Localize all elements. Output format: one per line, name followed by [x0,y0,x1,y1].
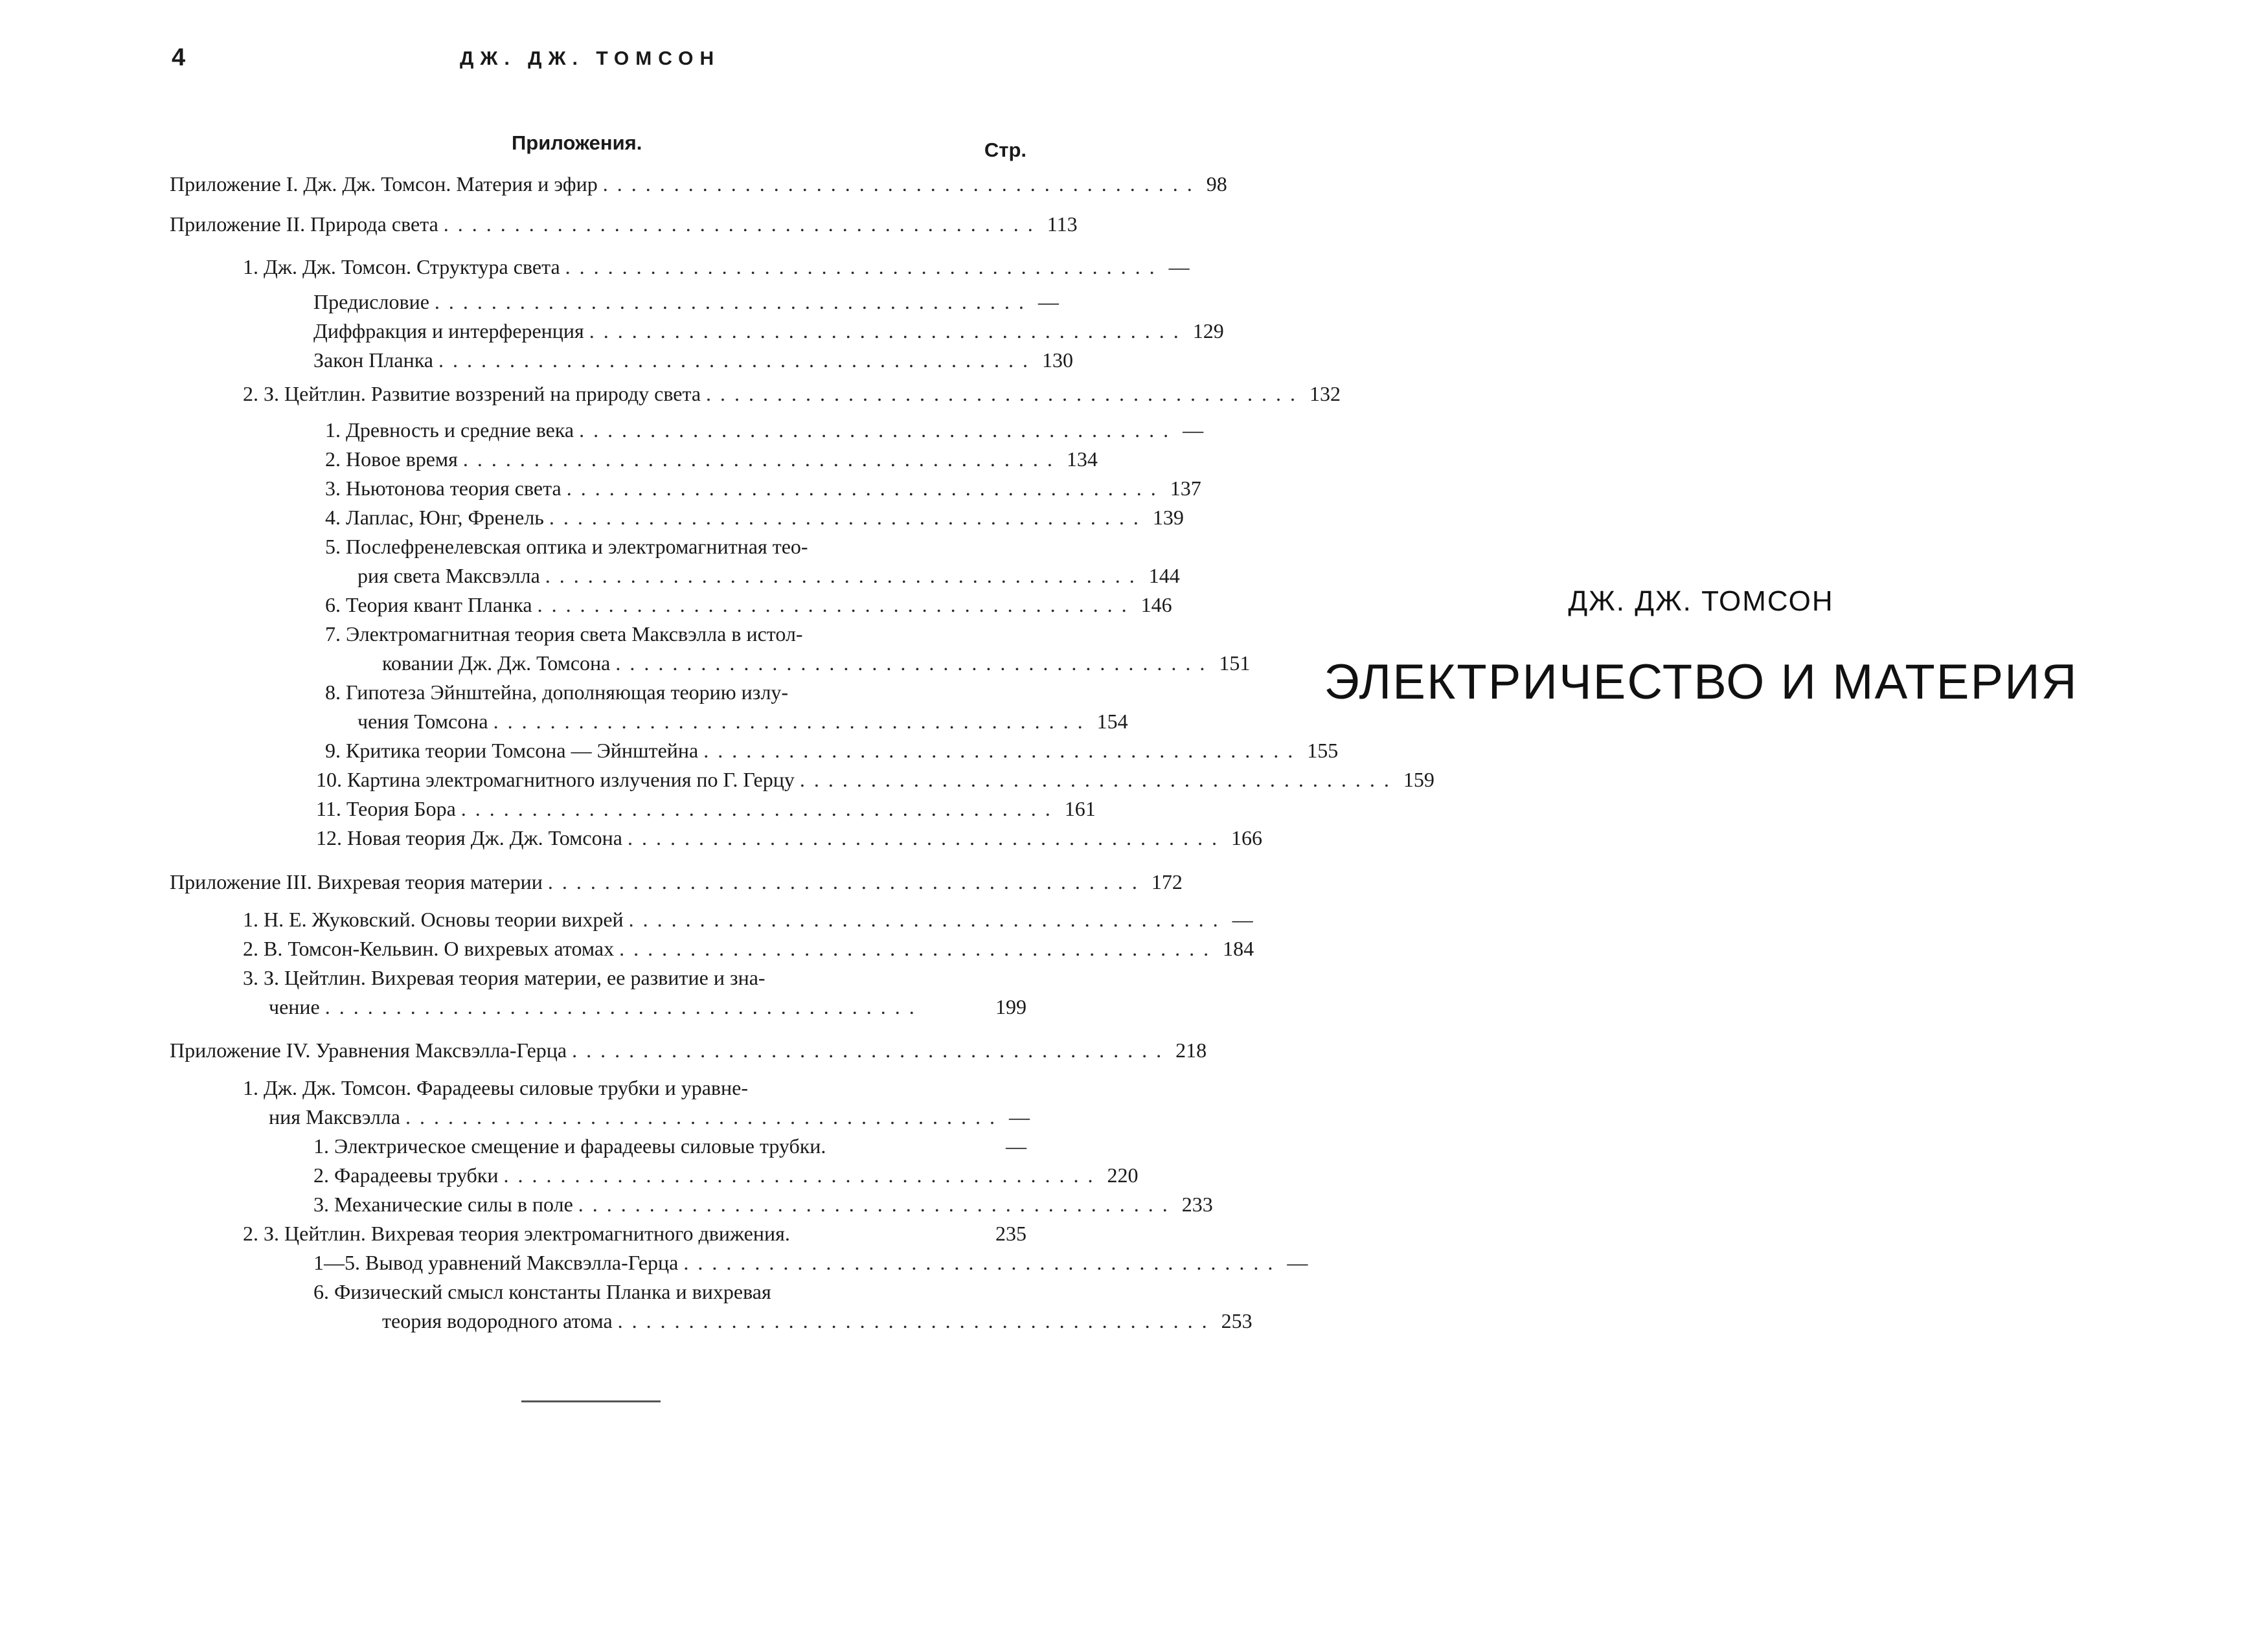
toc-page: — [1232,908,1253,931]
toc-entry [243,253,1190,282]
toc-page: 129 [1192,319,1224,343]
toc-leader: .......................................... [565,255,1164,278]
toc-leader: .......................................... [324,995,924,1018]
toc-entry [316,794,1096,824]
toc-leader: .......................................... [706,382,1305,405]
toc-entry [325,445,1098,474]
toc-page: 134 [1066,447,1098,471]
toc-leader: .......................................... [579,418,1178,442]
toc-entry [382,649,1251,678]
toc-label: 12. Новая теория Дж. Дж. Томсона [316,826,622,849]
toc-leader: .......................................... [703,739,1302,762]
toc-label: 6. Теория квант Планка [325,593,532,616]
toc-page: 155 [1307,739,1339,762]
toc-label: 11. Теория Бора [316,797,456,820]
toc-leader: .......................................... [537,593,1136,616]
book-title: ЭЛЕКТРИЧЕСТВО И МАТЕРИЯ [1324,655,2078,710]
toc-entry [313,1248,1308,1277]
toc-leader: .......................................... [438,348,1037,372]
toc-label: 4. Лаплас, Юнг, Френель [325,506,544,529]
toc-page: — [1183,418,1204,442]
toc-entry [269,993,1026,1022]
toc-label: Приложение I. Дж. Дж. Томсон. Материя и эфир [170,172,598,196]
toc-leader: .......................................... [578,1193,1177,1216]
toc-page: 184 [1223,937,1254,960]
toc-page: 172 [1151,870,1183,893]
toc-entry [243,905,1253,934]
toc-page: — [1038,290,1059,313]
toc-entry-line: 1. Дж. Дж. Томсон. Фарадеевы силовые трубки и уравне- [243,1076,748,1099]
toc-entry [316,765,1435,794]
toc-page: 154 [1096,710,1128,733]
toc-entry [325,416,1204,445]
toc-leader: .......................................... [503,1163,1102,1187]
book-author: ДЖ. ДЖ. ТОМСОН [1568,585,1834,617]
toc-page: 166 [1230,826,1262,849]
toc-label: 3. Механические силы в поле [313,1193,573,1216]
toc-page: 139 [1152,506,1184,529]
toc-leader: .......................................... [549,506,1148,529]
toc-entry [325,736,1339,765]
toc-page: 132 [1310,382,1341,405]
toc-label: 2. Фарадеевы трубки [313,1163,499,1187]
toc-entry-line: 7. Электромагнитная теория света Максвэлла в истол- [325,622,803,646]
toc-leader: .......................................... [493,710,1092,733]
toc-label: 1—5. Вывод уравнений Максвэлла-Герца [313,1251,679,1274]
toc-entry [325,474,1201,503]
toc-label: Приложение III. Вихревая теория материи [170,870,543,893]
section-title: Приложения. [512,131,642,154]
toc-entry [313,346,1073,375]
toc-leader: .......................................... [615,651,1214,675]
toc-label: 2. З. Цейтлин. Вихревая теория электромагнитного движения. [243,1222,790,1245]
toc-page: 146 [1140,593,1172,616]
toc-label: чения Томсона [357,710,488,733]
toc-page: — [1168,255,1190,278]
toc-page: 233 [1181,1193,1213,1216]
toc-label: 2. В. Томсон-Кельвин. О вихревых атомах [243,937,615,960]
toc-appendix-4 [170,1036,1207,1065]
toc-label: 10. Картина электромагнитного излучения по Г. Герцу [316,768,795,791]
running-head: ДЖ. ДЖ. ТОМСОН [460,48,721,69]
toc-entry [325,590,1172,620]
toc-label: 2. З. Цейтлин. Развитие воззрений на природу света [243,382,701,405]
page-number: 4 [172,44,186,71]
toc-page: — [1287,1251,1308,1274]
toc-entry [269,1103,1030,1132]
toc-entry [243,379,1341,409]
toc-entry [313,1132,1026,1161]
toc-page: 253 [1221,1309,1253,1332]
toc-label: 1. Древность и средние века [325,418,574,442]
toc-page: 220 [1107,1163,1139,1187]
toc-label: 1. Дж. Дж. Томсон. Структура света [243,255,560,278]
toc-entry [357,561,1180,590]
toc-page: — [1006,1134,1026,1158]
toc-label: 2. Новое время [325,447,458,471]
toc-entry [316,824,1262,853]
toc-page: 113 [1047,212,1078,236]
toc-label: теория водородного атома [382,1309,613,1332]
toc-label: 1. Электрическое смещение и фарадеевы силовые трубки. [313,1134,826,1158]
toc-entry [357,707,1128,736]
toc-leader: .......................................... [547,870,1146,893]
toc-leader: .......................................... [627,826,1226,849]
toc-appendix-1 [170,170,1227,199]
toc-leader: .......................................... [619,937,1218,960]
toc-appendix-3 [170,868,1183,897]
toc-page: 199 [995,995,1026,1018]
toc-label: Предисловие [313,290,429,313]
page-column-header: Стр. [984,139,1026,161]
toc-page: 130 [1041,348,1073,372]
toc-entry-line: 8. Гипотеза Эйнштейна, дополняющая теорию излу- [325,680,789,704]
toc-entry-line: 3. З. Цейтлин. Вихревая теория материи, ее развитие и зна- [243,966,765,989]
toc-entry [313,1161,1139,1190]
toc-page: 151 [1219,651,1251,675]
right-page [1134,0,2268,1651]
toc-leader: .......................................... [617,1309,1216,1332]
toc-label: 3. Ньютонова теория света [325,477,561,500]
toc-leader: .......................................... [443,212,1042,236]
toc-leader: .......................................... [405,1105,1004,1129]
toc-leader: .......................................... [434,290,1033,313]
toc-page: 235 [995,1222,1026,1245]
toc-page: 98 [1206,172,1227,196]
toc-leader: .......................................... [628,908,1227,931]
toc-leader: .......................................... [572,1039,1171,1062]
toc-page: — [1008,1105,1030,1129]
toc-entry-line: 5. Послефренелевская оптика и электромагнитная тео- [325,535,808,558]
toc-entry [325,503,1184,532]
toc-label: Закон Планка [313,348,433,372]
toc-label: Диффракция и интерференция [313,319,584,343]
toc-appendix-2 [170,210,1078,239]
toc-page: 159 [1403,768,1435,791]
toc-entry [243,1219,1026,1248]
toc-leader: .......................................... [460,797,1060,820]
toc-label: рия света Максвэлла [357,564,540,587]
toc-leader: .......................................... [566,477,1165,500]
toc-entry [382,1307,1253,1336]
toc-page: 144 [1148,564,1180,587]
toc-label: Приложение IV. Уравнения Максвэлла-Герца [170,1039,567,1062]
toc-page: 161 [1064,797,1096,820]
toc-leader: .......................................... [799,768,1398,791]
toc-label: 1. Н. Е. Жуковский. Основы теории вихрей [243,908,624,931]
toc-entry [313,1190,1213,1219]
toc-page: 218 [1175,1039,1207,1062]
toc-entry [243,934,1254,963]
toc-entry-line: 6. Физический смысл константы Планка и вихревая [313,1280,771,1303]
toc-label: ковании Дж. Дж. Томсона [382,651,611,675]
toc-label: 9. Критика теории Томсона — Эйнштейна [325,739,699,762]
toc-entry [313,317,1224,346]
toc-leader: .......................................... [589,319,1188,343]
toc-leader: .......................................... [602,172,1201,196]
toc-label: чение [269,995,320,1018]
toc-leader: .......................................... [462,447,1061,471]
toc-leader: .......................................... [683,1251,1282,1274]
toc-label: ния Максвэлла [269,1105,400,1129]
end-rule [521,1400,661,1402]
toc-leader: .......................................... [545,564,1144,587]
toc-label: Приложение II. Природа света [170,212,438,236]
toc-page: 137 [1170,477,1201,500]
toc-entry [313,287,1059,317]
